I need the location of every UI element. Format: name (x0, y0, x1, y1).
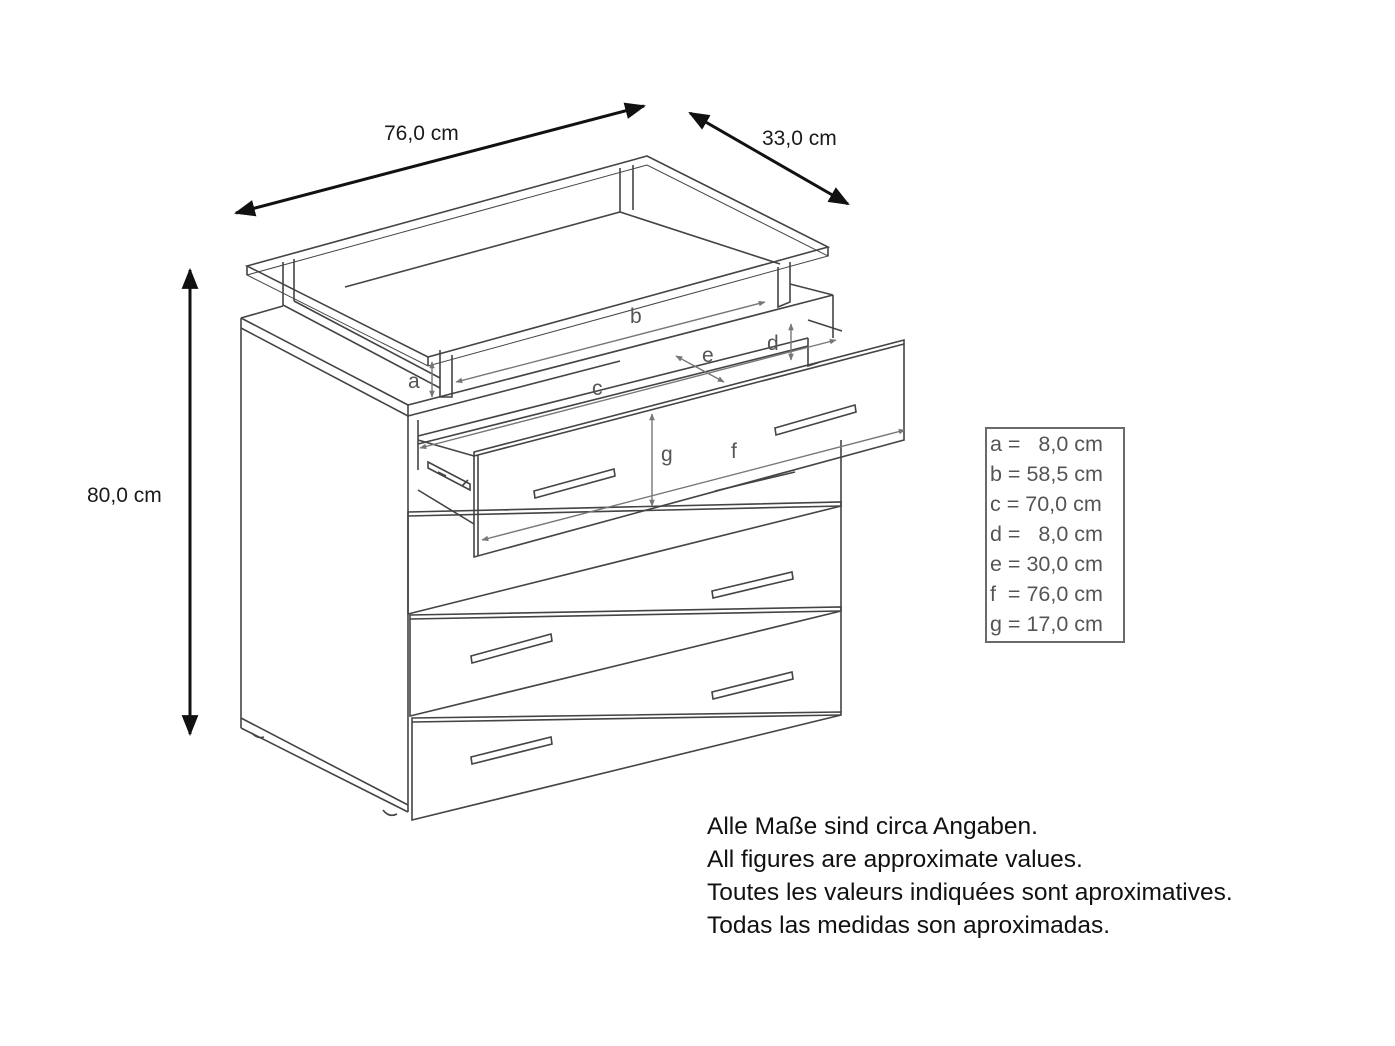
label-b: b (630, 305, 642, 328)
note-french: Toutes les valeurs indiquées sont aproximatives. (707, 879, 1233, 906)
legend-row-b: b = 58,5 cm (990, 462, 1103, 486)
legend-row-f: f = 76,0 cm (990, 582, 1103, 606)
drawer-fronts (408, 502, 841, 820)
height-label: 80,0 cm (87, 484, 162, 507)
label-c: c (592, 377, 603, 400)
label-g: g (661, 443, 673, 466)
note-spanish: Todas las medidas son aproximadas. (707, 912, 1111, 939)
legend-row-d: d = 8,0 cm (990, 522, 1103, 546)
dresser-body (241, 284, 841, 815)
legend-row-a: a = 8,0 cm (990, 432, 1103, 456)
note-german: Alle Maße sind circa Angaben. (707, 813, 1038, 840)
width-label: 76,0 cm (384, 122, 459, 145)
label-f: f (731, 440, 737, 463)
approximate-values-note (707, 810, 1233, 942)
label-a: a (408, 370, 420, 393)
depth-label: 33,0 cm (762, 127, 837, 150)
legend-row-c: c = 70,0 cm (990, 492, 1102, 516)
open-drawer (418, 320, 904, 557)
note-english: All figures are approximate values. (707, 846, 1083, 873)
legend-row-e: e = 30,0 cm (990, 552, 1103, 576)
label-d: d (767, 332, 779, 355)
legend-row-g: g = 17,0 cm (990, 612, 1103, 636)
label-e: e (702, 344, 714, 367)
dimension-legend (985, 427, 1125, 643)
